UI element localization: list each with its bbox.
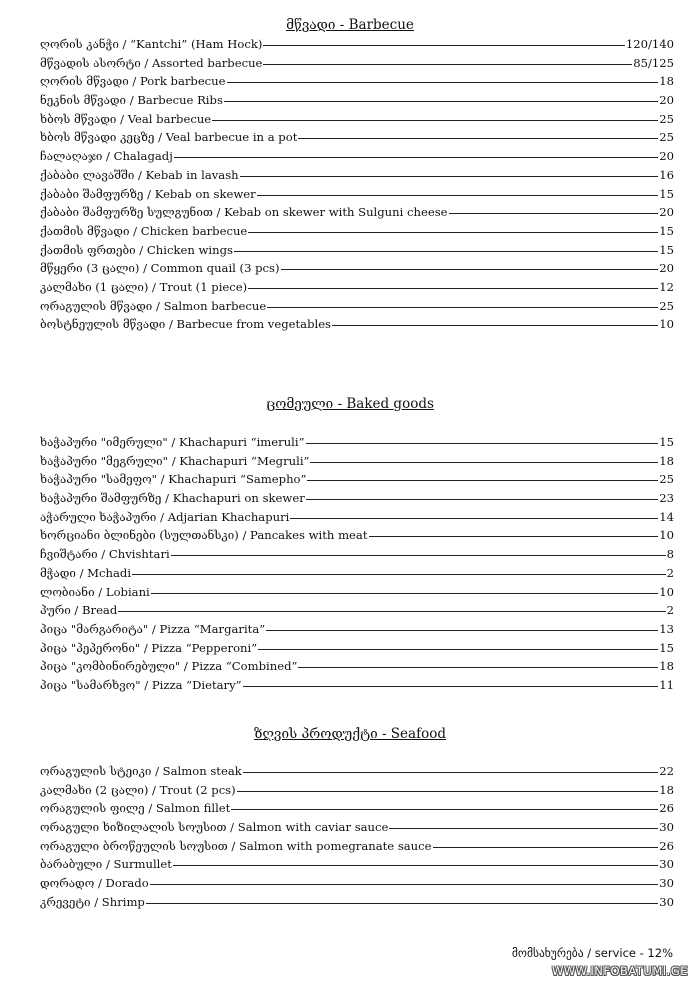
menu-item-name: ბარაბული / Surmullet: [40, 857, 172, 872]
menu-item-price: 25: [659, 130, 674, 145]
leader-line: [174, 157, 658, 158]
leader-line: [310, 462, 658, 463]
menu-item-name: პიცა "მარგარიტა" / Pizza “Margarita”: [40, 621, 266, 636]
menu-item: [40, 241, 674, 260]
menu-item: [40, 110, 674, 129]
menu-item: [40, 837, 674, 856]
menu-item: [40, 470, 674, 489]
menu-item: [40, 91, 674, 110]
menu-item: [40, 278, 674, 297]
menu-item-name: ორაგული ხიზილალის სოუსით / Salmon with caviar sauce: [40, 820, 389, 835]
menu-item: [40, 72, 674, 91]
menu-item-name: ღორის მწვადი / Pork barbecue: [40, 74, 226, 89]
menu-item-price: 20: [659, 261, 674, 276]
menu-list-seafood: [40, 762, 674, 912]
menu-item: [40, 35, 674, 54]
leader-line: [248, 232, 658, 233]
menu-item-name: პური / Bread: [40, 603, 118, 618]
menu-item-name: ჩვიშტარი / Chvishtari: [40, 547, 170, 562]
menu-item: [40, 433, 674, 452]
menu-item-price: 18: [659, 782, 674, 797]
menu-item: [40, 564, 674, 583]
leader-line: [173, 865, 658, 866]
menu-item-price: 25: [659, 298, 674, 313]
menu-item-name: ხბოს მწვადი / Veal barbecue: [40, 111, 212, 126]
menu-item-name: მწყერი (3 ცალი) / Common quail (3 pcs): [40, 261, 280, 276]
menu-item-price: 30: [659, 894, 674, 909]
menu-item-name: ლობიანი / Lobiani: [40, 584, 150, 599]
menu-item: [40, 545, 674, 564]
menu-item: [40, 762, 674, 781]
menu-item-price: 10: [659, 584, 674, 599]
menu-item-name: ხაჭაპური "მეგრული" / Khachapuri “Megruli”: [40, 453, 310, 468]
menu-item-price: 16: [659, 167, 674, 182]
leader-line: [298, 138, 658, 139]
menu-item-name: ორაგულის სტეიკი / Salmon steak: [40, 764, 242, 778]
menu-item-name: ქათმის ფრთები / Chicken wings: [40, 242, 233, 257]
menu-item-price: 15: [659, 640, 674, 655]
menu-item-price: 10: [659, 317, 674, 332]
leader-line: [243, 772, 658, 773]
menu-item: [40, 855, 674, 874]
menu-item-price: 15: [659, 242, 674, 257]
menu-item-price: 10: [659, 528, 674, 543]
menu-item: [40, 818, 674, 837]
menu-item-price: 25: [659, 472, 674, 487]
website-watermark: WWW.INFOBATUMI.GE: [551, 964, 688, 978]
menu-item-price: 30: [659, 857, 674, 872]
leader-line: [281, 269, 659, 270]
menu-item-name: პიცა "პეპერონი" / Pizza “Pepperoni”: [40, 640, 258, 655]
menu-item-name: კრევეტი / Shrimp: [40, 894, 145, 909]
leader-line: [263, 45, 624, 46]
menu-item-name: ორაგულის ფილე / Salmon fillet: [40, 801, 231, 816]
menu-item-price: 13: [659, 621, 674, 636]
menu-item: [40, 620, 674, 639]
menu-item-price: 2: [666, 603, 674, 618]
menu-item-price: 26: [659, 838, 674, 853]
menu-item-price: 30: [659, 820, 674, 835]
leader-line: [243, 686, 659, 687]
menu-item-name: მწვადის ასორტი / Assorted barbecue: [40, 55, 263, 70]
menu-item: [40, 489, 674, 508]
menu-item-price: 30: [659, 876, 674, 891]
menu-item-price: 11: [659, 677, 674, 692]
menu-item: [40, 315, 674, 334]
menu-item: [40, 583, 674, 602]
menu-item-name: კალმახი (1 ცალი) / Trout (1 piece): [40, 279, 248, 294]
menu-item-price: 85/125: [633, 55, 674, 70]
menu-list-barbecue: [40, 35, 674, 334]
menu-item: [40, 508, 674, 527]
menu-item-price: 18: [659, 74, 674, 89]
menu-item-name: ღორის კანჭი / “Kantchi” (Ham Hock): [40, 37, 263, 51]
menu-item-name: ხბოს მწვადი კეცზე / Veal barbecue in a pot: [40, 130, 298, 145]
leader-line: [290, 518, 658, 519]
menu-item: [40, 203, 674, 222]
menu-item-price: 15: [659, 223, 674, 238]
menu-item-price: 12: [659, 279, 674, 294]
menu-item-name: ქათმის მწვადი / Chicken barbecue: [40, 223, 248, 238]
menu-item-name: კალმახი (2 ცალი) / Trout (2 pcs): [40, 782, 236, 797]
leader-line: [433, 847, 659, 848]
menu-item-name: ხაჭაპური "იმერული" / Khachapuri “imeruli”: [40, 435, 305, 449]
leader-line: [118, 611, 665, 612]
leader-line: [257, 195, 659, 196]
leader-line: [449, 213, 659, 214]
leader-line: [146, 903, 658, 904]
menu-list-baked-goods: [40, 433, 674, 695]
menu-item-price: 15: [659, 186, 674, 201]
menu-item: [40, 54, 674, 73]
leader-line: [227, 82, 659, 83]
leader-line: [267, 307, 658, 308]
menu-item: [40, 657, 674, 676]
leader-line: [224, 101, 658, 102]
menu-item-name: ნეკნის მწვადი / Barbecue Ribs: [40, 93, 223, 108]
menu-item-price: 18: [659, 659, 674, 674]
leader-line: [132, 574, 666, 575]
menu-item-price: 23: [659, 491, 674, 506]
menu-item-name: მჭადი / Mchadi: [40, 565, 132, 580]
leader-line: [248, 288, 658, 289]
menu-item: [40, 166, 674, 185]
menu-item-price: 26: [659, 801, 674, 816]
menu-item-price: 20: [659, 205, 674, 220]
menu-item-name: ორაგულის მწვადი / Salmon barbecue: [40, 298, 267, 313]
menu-item-name: აჭარული ხაჭაპური / Adjarian Khachapuri: [40, 509, 290, 524]
menu-item: [40, 601, 674, 620]
menu-item-name: პიცა "კომბინირებული" / Pizza “Combined”: [40, 659, 298, 674]
menu-item-price: 14: [659, 509, 674, 524]
leader-line: [389, 828, 658, 829]
menu-item: [40, 128, 674, 147]
menu-item-name: ხაჭაპური შამფურზე / Khachapuri on skewer: [40, 491, 305, 506]
leader-line: [150, 884, 659, 885]
menu-item: [40, 222, 674, 241]
menu-item: [40, 676, 674, 695]
menu-item: [40, 781, 674, 800]
menu-item-price: 15: [659, 435, 674, 449]
leader-line: [212, 120, 658, 121]
menu-item-name: ქაბაბი შამფურზე სულგუნით / Kebab on skewer with Sulguni cheese: [40, 205, 448, 220]
leader-line: [231, 809, 658, 810]
menu-item-price: 18: [659, 453, 674, 468]
service-charge-note: მომსახურება / service - 12%: [511, 946, 673, 960]
menu-item-name: ჩალაღაჯი / Chalagadj: [40, 149, 173, 164]
menu-item-name: ქაბაბი ლავაშში / Kebab in lavash: [40, 167, 239, 182]
leader-line: [266, 630, 658, 631]
leader-line: [258, 649, 658, 650]
section-title-seafood: ზღვის პროდუქტი - Seafood: [254, 726, 446, 742]
menu-item-price: 22: [659, 764, 674, 778]
menu-item: [40, 452, 674, 471]
leader-line: [151, 593, 658, 594]
leader-line: [263, 64, 632, 65]
menu-item-name: ბოსტნეულის მწვადი / Barbecue from vegetables: [40, 317, 332, 332]
menu-item-name: ხორციანი ბლინები (სულთანსკი) / Pancakes with meat: [40, 528, 368, 543]
menu-item: [40, 874, 674, 893]
leader-line: [306, 443, 659, 444]
leader-line: [240, 176, 659, 177]
menu-item-price: 120/140: [625, 37, 674, 51]
menu-item: [40, 799, 674, 818]
menu-item-name: პიცა "სამარხვო" / Pizza “Dietary”: [40, 677, 242, 692]
leader-line: [307, 480, 658, 481]
menu-item: [40, 185, 674, 204]
menu-item-name: ორაგული ბროწეულის სოუსით / Salmon with pomegranate sauce: [40, 838, 432, 853]
menu-item-price: 20: [659, 93, 674, 108]
leader-line: [171, 555, 666, 556]
section-title-barbecue: მწვადი - Barbecue: [286, 17, 414, 33]
menu-item: [40, 297, 674, 316]
menu-item-name: დორადო / Dorado: [40, 876, 149, 891]
menu-item-price: 8: [666, 547, 674, 562]
leader-line: [298, 667, 658, 668]
leader-line: [237, 791, 659, 792]
menu-item-price: 20: [659, 149, 674, 164]
leader-line: [369, 536, 659, 537]
menu-item: [40, 259, 674, 278]
leader-line: [306, 499, 659, 500]
menu-item: [40, 526, 674, 545]
section-title-baked-goods: ცომეული - Baked goods: [266, 396, 434, 412]
menu-item: [40, 893, 674, 912]
menu-item-name: ქაბაბი შამფურზე / Kebab on skewer: [40, 186, 256, 201]
menu-item-name: ხაჭაპური "სამეფო" / Khachapuri “Samepho”: [40, 472, 307, 487]
menu-item-price: 2: [666, 565, 674, 580]
menu-item-price: 25: [659, 111, 674, 126]
leader-line: [234, 251, 658, 252]
leader-line: [332, 325, 658, 326]
menu-item: [40, 639, 674, 658]
menu-item: [40, 147, 674, 166]
